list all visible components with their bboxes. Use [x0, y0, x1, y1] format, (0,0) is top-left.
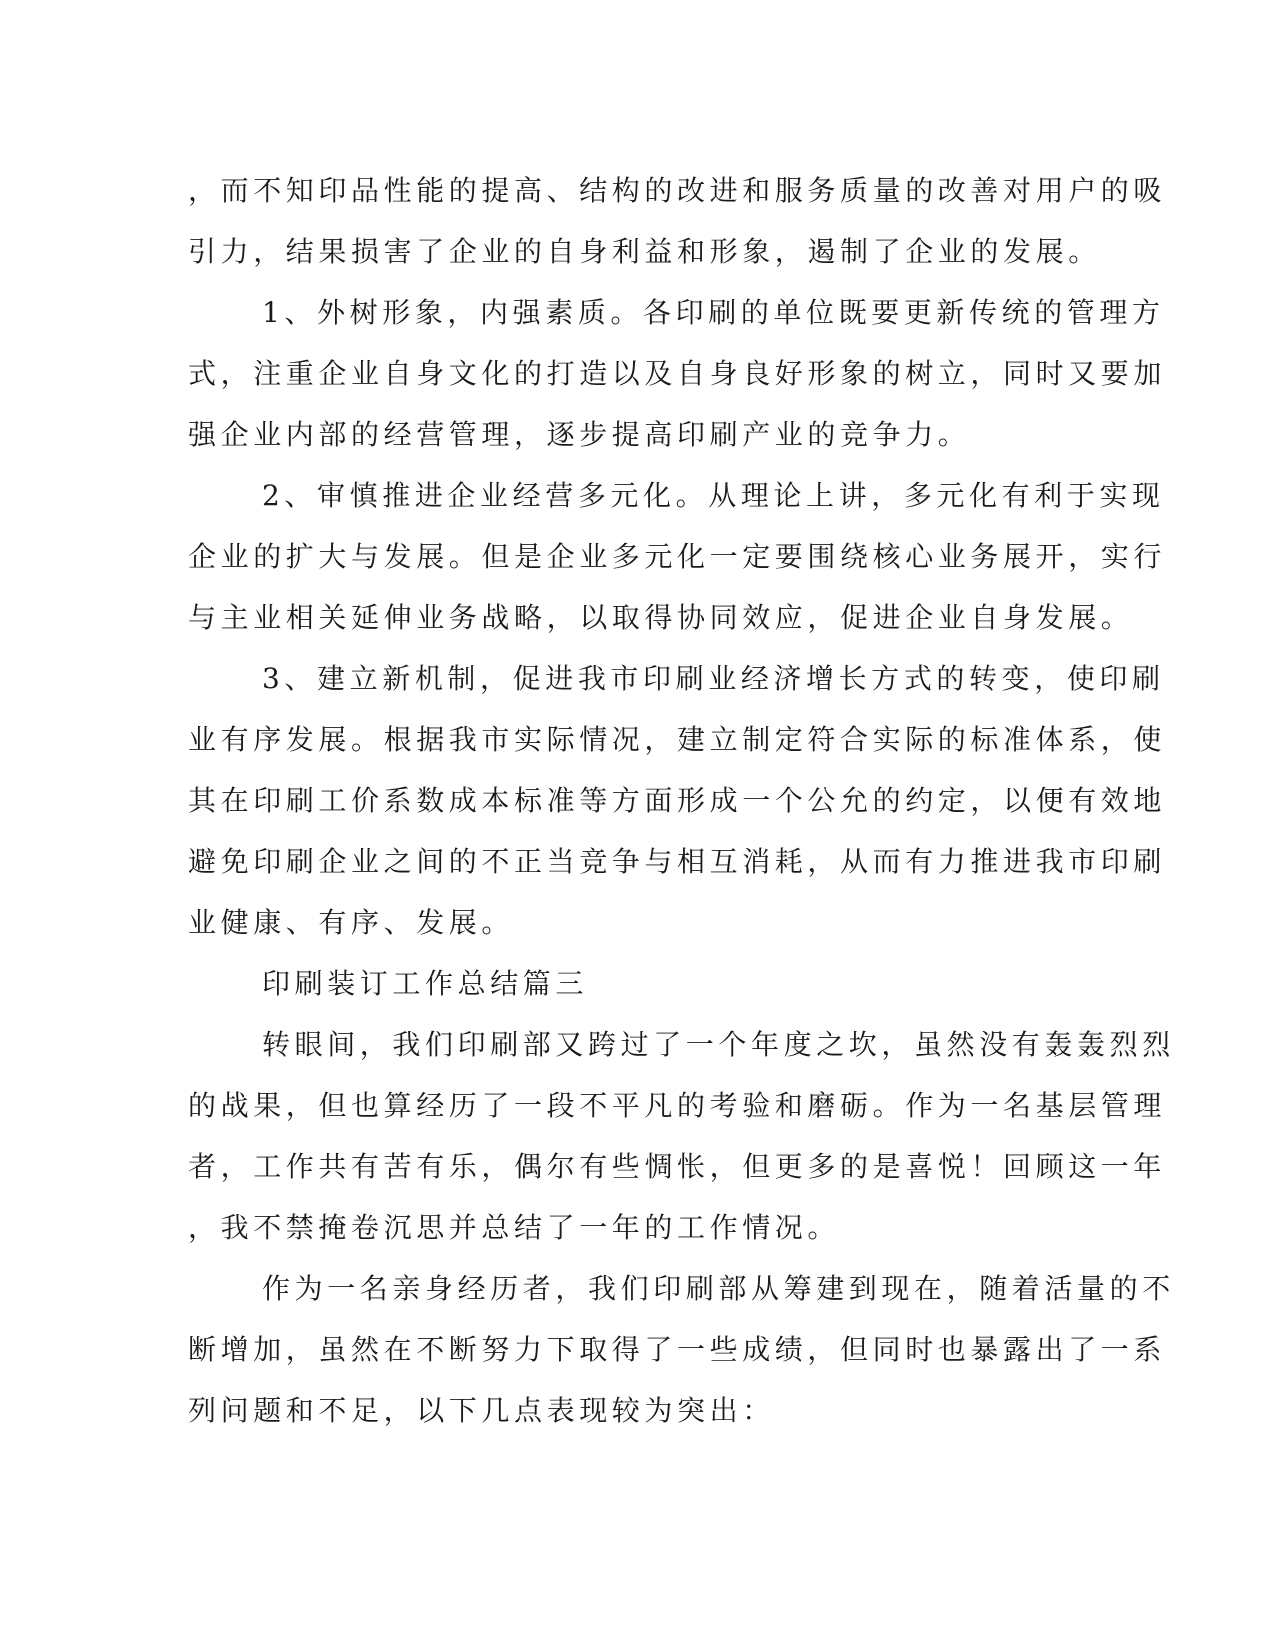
text-line: 作为一名亲身经历者，我们印刷部从筹建到现在，随着活量的不 — [262, 1272, 1175, 1305]
text-line: 业有序发展。根据我市实际情况，建立制定符合实际的标准体系，使 — [188, 723, 1167, 756]
text-line: 2、审慎推进企业经营多元化。从理论上讲，多元化有利于实现 — [262, 479, 1165, 512]
text-line: 列问题和不足，以下几点表现较为突出： — [188, 1394, 775, 1427]
text-line: 转眼间，我们印刷部又跨过了一个年度之坎，虽然没有轰轰烈烈 — [262, 1028, 1175, 1061]
text-line: 式，注重企业自身文化的打造以及自身良好形象的树立，同时又要加 — [188, 357, 1167, 390]
text-line: 其在印刷工价系数成本标准等方面形成一个公允的约定，以便有效地 — [188, 784, 1167, 817]
text-line: 断增加，虽然在不断努力下取得了一些成绩，但同时也暴露出了一系 — [188, 1333, 1167, 1366]
text-line: ，而不知印品性能的提高、结构的改进和服务质量的改善对用户的吸 — [188, 174, 1167, 207]
text-line: 的战果，但也算经历了一段不平凡的考验和磨砺。作为一名基层管理 — [188, 1089, 1167, 1122]
text-line: ，我不禁掩卷沉思并总结了一年的工作情况。 — [188, 1211, 841, 1244]
text-line: 3、建立新机制，促进我市印刷业经济增长方式的转变，使印刷 — [262, 662, 1165, 695]
text-line: 强企业内部的经营管理，逐步提高印刷产业的竞争力。 — [188, 418, 971, 451]
text-line: 引力，结果损害了企业的自身利益和形象，遏制了企业的发展。 — [188, 235, 1101, 268]
text-line: 业健康、有序、发展。 — [188, 906, 515, 939]
text-line: 1、外树形象，内强素质。各印刷的单位既要更新传统的管理方 — [262, 296, 1165, 329]
text-line: 者，工作共有苦有乐，偶尔有些惆怅，但更多的是喜悦！回顾这一年 — [188, 1150, 1167, 1183]
text-line: 避免印刷企业之间的不正当竞争与相互消耗，从而有力推进我市印刷 — [188, 845, 1167, 878]
text-line: 企业的扩大与发展。但是企业多元化一定要围绕核心业务展开，实行 — [188, 540, 1167, 573]
section-heading: 印刷装订工作总结篇三 — [262, 967, 589, 1000]
document-body — [188, 160, 1175, 1441]
text-line: 与主业相关延伸业务战略，以取得协同效应，促进企业自身发展。 — [188, 601, 1134, 634]
